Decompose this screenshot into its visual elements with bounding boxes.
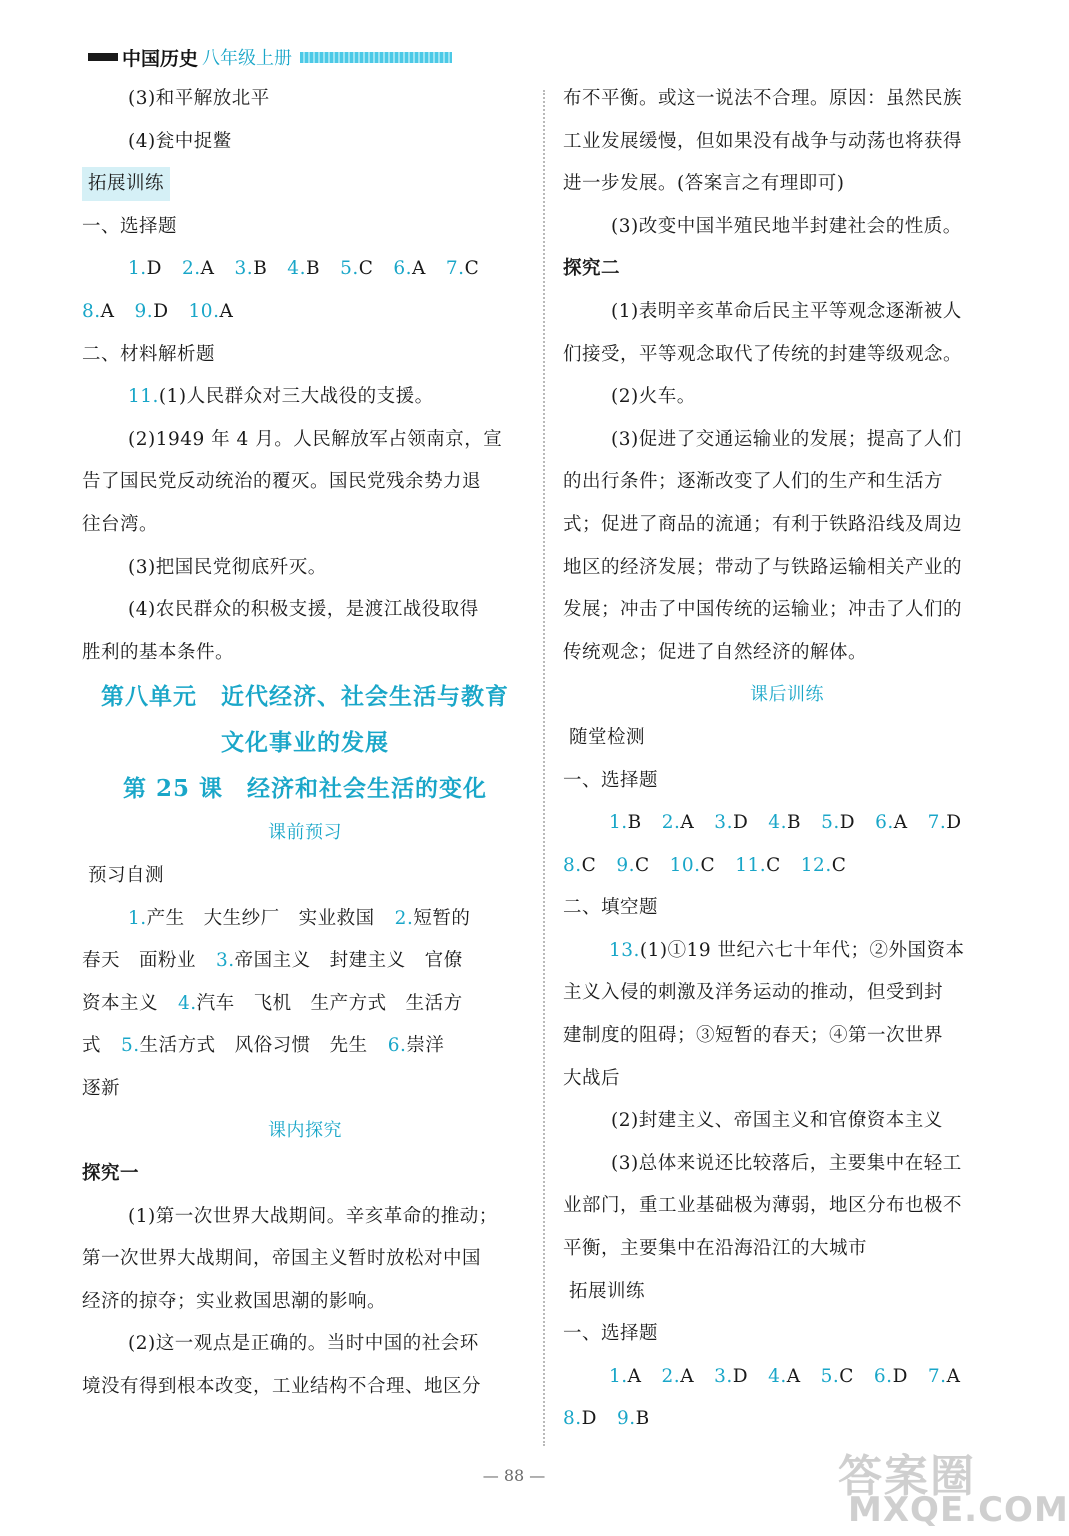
answer-line: 境没有得到根本改变，工业结构不合理、地区分 [82,1376,482,1398]
lesson-title: 第 25 课 经济和社会生活的变化 [122,775,488,803]
answer-value: A [627,1365,642,1387]
sub-heading: 随堂检测 [569,726,646,748]
fill-answers [82,1025,528,1068]
answer-number: 9. [134,300,154,322]
answer-number: 8. [563,854,582,876]
answer-line: 主义入侵的刺激及洋务运动的推动，但受到封 [563,982,944,1004]
answer-item [388,1035,445,1056]
answer-value: D [146,258,162,280]
answer-value: A [946,1365,961,1387]
answer-line: (1)第一次世界大战期间。辛亥革命的推动； [128,1205,498,1227]
answer-line: (3)把国民党彻底歼灭。 [128,556,327,578]
answer-line: (3)和平解放北平 [128,88,270,109]
answer-line: 往台湾。 [82,513,159,535]
answer-item [609,1366,642,1387]
left-column [82,78,528,1409]
answer-item [287,258,320,279]
answer-value: 短暂的 [413,907,471,929]
answer-line: (2)这一观点是正确的。当时中国的社会环 [128,1333,479,1355]
answer-number: 10. [188,300,220,322]
answer-item [393,258,426,279]
answer-value: 汽车 飞机 生产方式 生活方 [196,992,463,1014]
answer-item [768,812,801,833]
answer-line: 布不平衡。或这一说法不合理。原因：虽然民族 [563,88,963,109]
answer-value: D [581,1408,597,1430]
header-grade: 八年级上册 [202,48,293,69]
answer-item [563,1408,597,1429]
answer-number: 4. [178,992,197,1014]
answer-value: 产生 大生纱厂 实业救国 [146,907,375,929]
answer-item [821,1366,854,1387]
answer-number: 1. [609,1365,628,1387]
answer-item [735,855,781,876]
mc-answers [563,1356,1011,1399]
answer-item [714,812,748,833]
answer-number: 9. [617,1408,636,1430]
answer-item [395,908,471,929]
answer-item [216,950,463,971]
answer-item [178,993,463,1014]
answer-number: 9. [616,854,635,876]
answer-line: 经济的掠夺；实业救国思潮的影响。 [82,1290,387,1312]
answer-line: (1)表明辛亥革命后民主平等观念逐渐被人 [611,300,962,322]
answer-line: 的出行条件；逐渐改变了人们的生产和生活方 [563,471,944,493]
answer-value: D [153,300,169,322]
question-heading: 一、选择题 [563,769,659,791]
section-heading: 课前预习 [268,822,342,844]
answer-line: (3)改变中国半殖民地半封建社会的性质。 [611,215,962,237]
answer-line: (2)封建主义、帝国主义和官僚资本主义 [611,1110,943,1132]
answer-item [128,908,375,929]
answer-number: 7. [445,258,465,280]
section-heading: 课后训练 [750,684,824,706]
sub-heading: 预习自测 [88,864,165,886]
answer-line: (3)促进了交通运输业的发展；提高了人们 [611,428,962,450]
answer-value: C [464,258,480,280]
answer-line: 发展；冲击了中国传统的运输业；冲击了人们的 [563,599,963,621]
answer-value: C [581,854,597,876]
running-header [88,42,452,72]
answer-number: 6. [875,812,894,834]
answer-item [714,1366,748,1387]
page-number: 88 [503,1466,525,1485]
answer-number: 6. [873,1365,893,1387]
answer-value: A [100,300,115,322]
answer-item [82,1035,101,1056]
answer-number: 5. [821,812,840,834]
answer-number: 7. [927,1365,947,1387]
answer-line: 进一步发展。(答案言之有理即可) [563,173,845,195]
answer-number: 3. [714,812,733,834]
mc-answers [563,802,1011,845]
answer-line: (2)1949 年 4 月。人民解放军占领南京，宣 [128,428,503,450]
answer-number: 3. [234,258,254,280]
answer-line: 工业发展缓慢，但如果没有战争与动荡也将获得 [563,130,963,152]
mc-answers [82,291,528,334]
mc-answers [563,1398,1011,1441]
answer-line: 逐新 [82,1077,121,1099]
answer-line: (4)农民群众的积极支援，是渡江战役取得 [128,599,479,621]
answer-value: A [219,300,234,322]
answer-number: 5. [340,258,359,280]
answer-number: 4. [768,1365,787,1387]
answer-number: 8. [563,1408,582,1430]
answer-item [768,1366,801,1387]
answer-line: 们接受，平等观念取代了传统的封建等级观念。 [563,343,963,365]
answer-number: 1. [128,907,147,929]
answer-value: 崇洋 [406,1035,445,1057]
answer-line: 式；促进了商品的流通；有利于铁路沿线及周边 [563,513,963,535]
answer-number: 4. [287,258,306,280]
answer-item [82,301,115,322]
answer-number: 7. [927,812,947,834]
answer-value: D [892,1365,908,1387]
answer-line: 胜利的基本条件。 [82,641,235,663]
mc-answers [563,845,1011,888]
answer-item [670,855,716,876]
answer-value: A [412,258,426,280]
answer-value: B [635,1408,650,1430]
answer-item [182,258,215,279]
answer-number: 1. [609,812,628,834]
answer-item [235,258,268,279]
answer-item [128,258,162,279]
sub-heading: 探究二 [563,258,621,280]
answer-item [928,1366,961,1387]
section-tag: 拓展训练 [82,167,170,201]
answer-line: 业部门，重工业基础极为薄弱，地区分布也极不 [563,1195,963,1217]
answer-line: (3)总体来说还比较落后，主要集中在轻工 [611,1152,962,1174]
answer-number: 10. [669,854,701,876]
answer-text: (1)人民群众对三大战役的支援。 [158,386,434,408]
answer-item [446,258,479,279]
answer-item [821,812,855,833]
answer-number: 5. [121,1035,140,1057]
answer-item [563,855,596,876]
answer-item [189,301,234,322]
answer-value: A [893,812,908,834]
section-tag: 拓展训练 [569,1280,646,1302]
answer-value: D [839,812,856,834]
answer-line: 地区的经济发展；带动了与铁路运输相关产业的 [563,556,963,578]
answer-line: (4)瓮中捉鳖 [128,130,232,152]
answer-value: C [358,258,374,280]
answer-number: 6. [393,258,413,280]
sub-heading: 探究一 [82,1163,140,1185]
answer-line: 平衡，主要集中在沿海沿江的大城市 [563,1238,868,1260]
fill-answers [82,940,528,983]
question-heading: 二、材料解析题 [82,343,216,365]
unit-title: 第八单元 近代经济、社会生活与教育 [101,683,509,711]
answer-item [801,855,847,876]
answer-number: 3. [714,1365,733,1387]
answer-value: B [305,258,321,280]
mc-answers [82,248,528,291]
answer-value: 春天 面粉业 [82,950,197,972]
question-number: 13. [609,939,640,961]
page-footer: — 88 — [482,1466,546,1485]
answer-item [609,812,642,833]
answer-number: 2. [394,907,414,929]
answer-item [82,950,196,971]
answer-value: 生活方式 风俗习惯 先生 [139,1035,368,1057]
answer-item [135,301,169,322]
answer-number: 4. [768,812,787,834]
answer-value: A [680,812,695,834]
answer-number: 11. [735,854,767,876]
column-divider [543,90,545,1446]
answer-value: B [253,258,268,280]
question-number: 11. [128,386,159,408]
answer-value: A [786,1365,801,1387]
answer-value: A [200,258,215,280]
header-stripe [300,52,452,63]
answer-item [340,258,373,279]
answer-value: C [839,1365,854,1387]
answer-number: 3. [216,950,235,972]
watermark-logo: 答案圈 [838,1451,976,1502]
answer-line: (2)火车。 [611,386,696,408]
fill-answers [82,898,528,941]
answer-number: 5. [820,1365,840,1387]
answer-value: C [831,854,847,876]
answer-number: 2. [182,258,201,280]
answer-item [617,1408,650,1429]
answer-value: C [766,854,781,876]
answer-item [875,812,908,833]
question-heading: 一、选择题 [82,215,178,237]
answer-item [928,812,962,833]
answer-line: 第一次世界大战期间，帝国主义暂时放松对中国 [82,1248,482,1270]
question-heading: 一、选择题 [563,1323,659,1345]
answer-number: 2. [661,1365,681,1387]
answer-number: 6. [387,1035,407,1057]
unit-title-cont: 文化事业的发展 [221,729,389,757]
answer-value: C [700,854,716,876]
answer-item [82,993,158,1014]
answer-line: 大战后 [563,1067,621,1089]
answer-value: C [634,854,650,876]
answer-number: 1. [128,258,147,280]
question-heading: 二、填空题 [563,897,659,919]
answer-item [616,855,649,876]
answer-line: 传统观念；促进了自然经济的解体。 [563,641,868,663]
watermark [818,1440,1069,1530]
watermark-url: MXQE.COM [848,1490,1069,1530]
answer-line: 告了国民党反动统治的覆灭。国民党残余势力退 [82,471,482,493]
answer-item [121,1035,368,1056]
right-column [563,78,1011,1441]
answer-value: D [732,812,749,834]
answer-value: A [680,1365,695,1387]
answer-value: 式 [82,1035,102,1057]
answer-text: (1)①19 世纪六七十年代；②外国资本 [639,939,965,961]
answer-line: 建制度的阻碍；③短暂的春天；④第一次世界 [563,1025,944,1047]
answer-value: 帝国主义 封建主义 官僚 [234,950,463,972]
answer-number: 8. [82,300,101,322]
fill-answers [82,983,528,1026]
answer-value: D [946,812,962,834]
answer-value: B [786,812,802,834]
answer-item [874,1366,908,1387]
header-bar [88,53,118,61]
answer-number: 2. [661,812,681,834]
answer-value: 资本主义 [82,992,159,1014]
answer-number: 12. [800,854,832,876]
answer-item [662,1366,695,1387]
answer-value: B [627,812,642,834]
header-subject: 中国历史 [122,47,199,70]
section-heading: 课内探究 [268,1120,342,1142]
answer-value: D [732,1365,749,1387]
answer-item [662,812,695,833]
